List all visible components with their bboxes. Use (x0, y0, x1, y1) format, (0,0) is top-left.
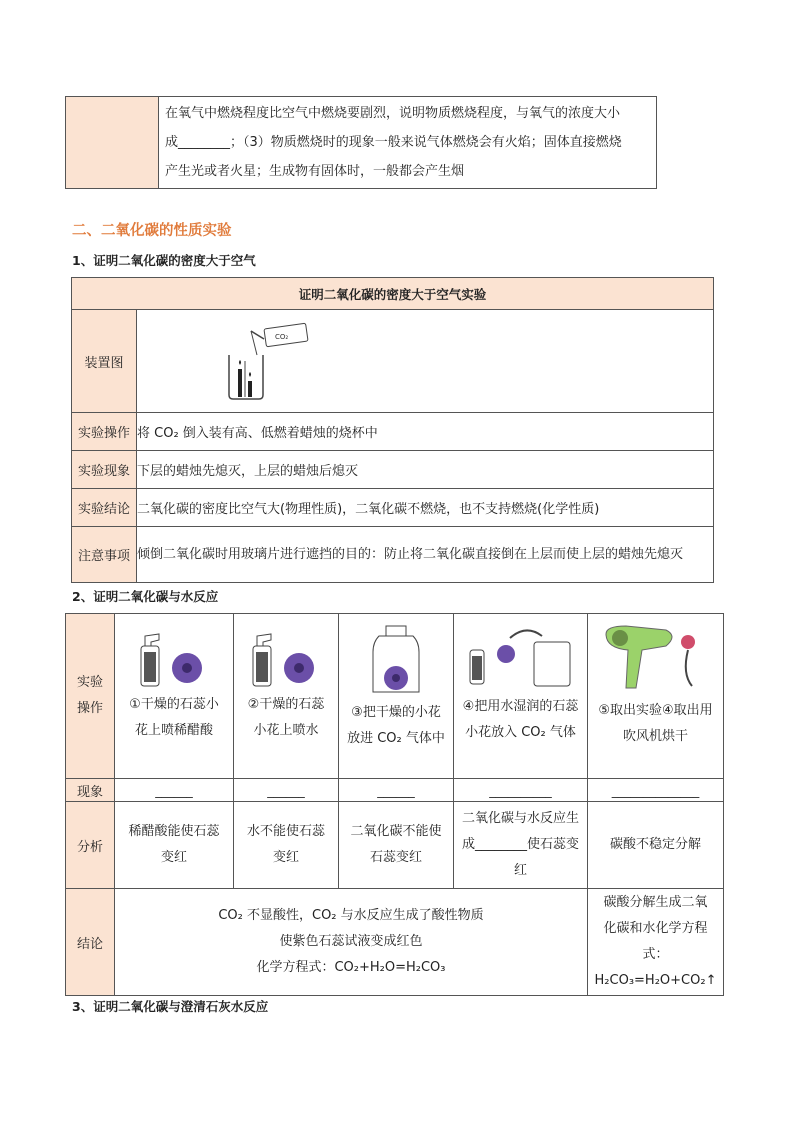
jar-flower-icon (361, 624, 431, 696)
spray-jar-icon (466, 624, 576, 690)
step-phenomenon: ______________ (588, 779, 724, 802)
top-table-line: 在氧气中燃烧程度比空气中燃烧要剧烈，说明物质燃烧程度，与氧气的浓度大小 (165, 106, 621, 121)
step-op-cell (339, 614, 454, 779)
subsection-title-1: 1、证明二氧化碳的密度大于空气 (72, 253, 256, 268)
subsection-title-3: 3、证明二氧化碳与澄清石灰水反应 (72, 999, 269, 1014)
top-table-content-cell (159, 97, 657, 189)
subsection-title-2: 2、证明二氧化碳与水反应 (72, 589, 219, 604)
spray-flower-icon (241, 628, 331, 688)
co2-label: CO₂ (275, 333, 289, 341)
top-table (65, 96, 657, 189)
step-op-cell (234, 614, 339, 779)
conclusion-line: CO₂ 不显酸性，CO₂ 与水反应生成了酸性物质 (218, 908, 484, 923)
density-table-header: 证明二氧化碳的密度大于空气实验 (72, 278, 714, 310)
row-value: 将 CO₂ 倒入装有高、低燃着蜡烛的烧杯中 (137, 413, 714, 451)
step-analysis: 碳酸不稳定分解 (588, 802, 724, 889)
step-op-text: ②干燥的石蕊小花上喷水 (247, 697, 325, 738)
conclusion-line: 使紫色石蕊试液变成红色 (279, 934, 423, 949)
step-op-text: ⑤取出实验④取出用吹风机烘干 (598, 703, 713, 744)
conclusion-main (115, 889, 588, 996)
step-op-cell (454, 614, 588, 779)
top-table-label-cell (66, 97, 159, 189)
row-label: 实验结论 (72, 489, 137, 527)
top-table-line: 成________；（3）物质燃烧时的现象一般来说气体燃烧会有火焰；固体直接燃烧 (165, 135, 622, 150)
step-phenomenon: ______ (234, 779, 339, 802)
row-value: 倾倒二氧化碳时用玻璃片进行遮挡的目的：防止将二氧化碳直接倒在上层而使上层的蜡烛先熄灭 (137, 527, 714, 583)
label-conclusion: 结论 (66, 889, 115, 996)
top-table-line: 产生光或者火星；生成物有固体时，一般都会产生烟 (165, 164, 465, 179)
label-operation: 实验操作 (66, 614, 115, 779)
row-label: 注意事项 (72, 527, 137, 583)
conclusion-side-line: 式： (642, 947, 669, 962)
conclusion-side (588, 889, 724, 996)
apparatus-figure-cell (137, 310, 714, 413)
step-phenomenon: ______ (115, 779, 234, 802)
step-phenomenon: ______ (339, 779, 454, 802)
hair-dryer-icon (596, 624, 716, 694)
label-analysis: 分析 (66, 802, 115, 889)
spray-flower-icon (129, 628, 219, 688)
row-label: 实验操作 (72, 413, 137, 451)
section-title: 二、二氧化碳的性质实验 (72, 223, 232, 239)
density-table (71, 277, 714, 583)
step-op-cell (588, 614, 724, 779)
step-analysis: 稀醋酸能使石蕊变红 (115, 802, 234, 889)
row-label: 实验现象 (72, 451, 137, 489)
conclusion-line: 化学方程式：CO₂+H₂O=H₂CO₃ (256, 960, 446, 975)
step-analysis: 二氧化碳不能使石蕊变红 (339, 802, 454, 889)
step-phenomenon: __________ (454, 779, 588, 802)
conclusion-side-line: 化碳和水化学方程 (603, 921, 708, 936)
row-value: 下层的蜡烛先熄灭，上层的蜡烛后熄灭 (137, 451, 714, 489)
row-label: 装置图 (72, 310, 137, 413)
label-phenomenon: 现象 (66, 779, 115, 802)
conclusion-side-line: 碳酸分解生成二氧 (603, 895, 708, 910)
step-op-text: ④把用水湿润的石蕊小花放入 CO₂ 气体 (462, 699, 579, 740)
co2-water-table (65, 613, 724, 996)
beaker-candle-figure (217, 321, 327, 401)
step-op-text: ①干燥的石蕊小花上喷稀醋酸 (129, 697, 219, 738)
step-op-text: ③把干燥的小花放进 CO₂ 气体中 (347, 705, 445, 746)
step-analysis: 水不能使石蕊变红 (234, 802, 339, 889)
row-value: 二氧化碳的密度比空气大(物理性质)，二氧化碳不燃烧，也不支持燃烧(化学性质) (137, 489, 714, 527)
step-op-cell (115, 614, 234, 779)
step-analysis: 二氧化碳与水反应生成________使石蕊变红 (454, 802, 588, 889)
conclusion-side-line: H₂CO₃=H₂O+CO₂↑ (594, 973, 717, 988)
